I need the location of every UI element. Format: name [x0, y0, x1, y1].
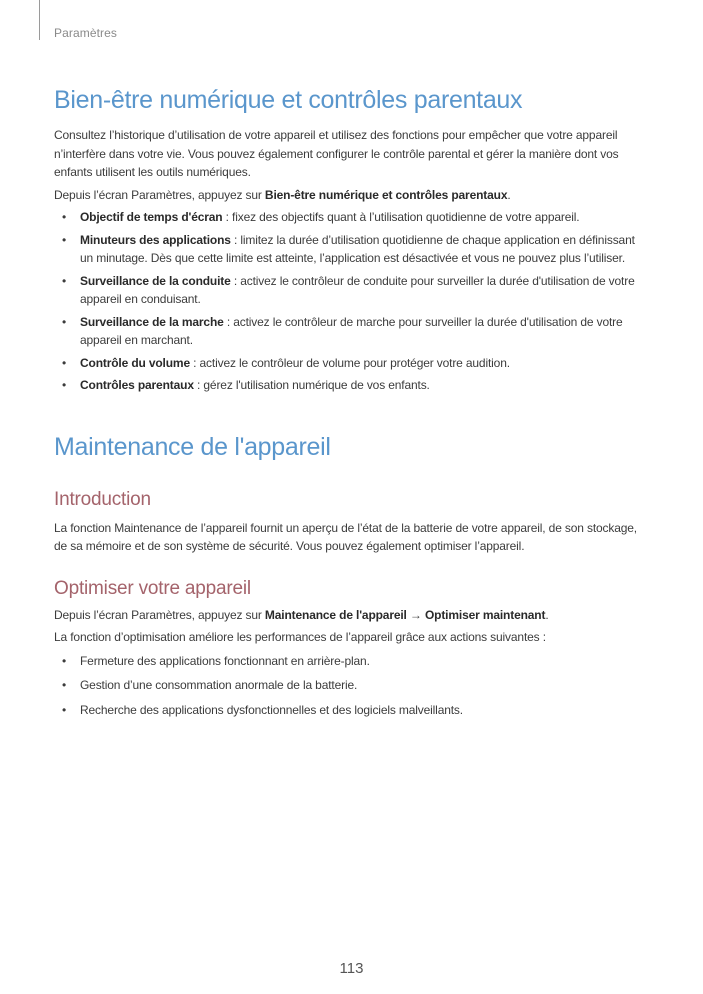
optimize-subtitle: Optimiser votre appareil: [54, 577, 251, 599]
arrow-right-icon: →: [406, 607, 425, 622]
feature-desc: : gérez l'utilisation numérique de vos enfants.: [193, 378, 430, 392]
path-prefix: Depuis l’écran Paramètres, appuyez sur: [54, 187, 265, 202]
action-text: Fermeture des applications fonctionnant en arrière-plan.: [80, 653, 370, 668]
feature-desc: : fixez des objectifs quant à l’utilisation quotidienne de votre appareil.: [222, 210, 580, 224]
feature-desc: : activez le contrôleur de volume pour protéger votre audition.: [189, 355, 510, 370]
feature-desc: : limitez la durée d’utilisation quotidienne de chaque application en définissant un minutage. Dès que cette limite est atteinte, l’application est désactivée et vous ne pouvez plus l’utiliser.: [80, 232, 635, 265]
feature-term: Objectif de temps d'écran: [80, 210, 223, 224]
bullet-icon: •: [62, 653, 67, 668]
wellbeing-intro: Consultez l’historique d’utilisation de votre appareil et utilisez des fonctions pour empêcher que votre appareil n’interfère dans votre vie. Vous pouvez également configurer le contrôle parental et gérer la manière dont vos enfants utilisent les outils numériques.: [54, 128, 619, 179]
list-item: [54, 208, 644, 227]
feature-term: Minuteurs des applications: [80, 232, 231, 247]
list-item: [54, 652, 644, 671]
path-target: Bien-être numérique et contrôles parentaux: [264, 187, 508, 202]
feature-term: Contrôles parentaux: [80, 378, 194, 392]
header-divider: [39, 0, 40, 40]
feature-desc: : activez le contrôleur de marche pour surveiller la durée d'utilisation de votre appareil en marchant.: [80, 314, 623, 347]
bullet-icon: •: [62, 378, 67, 392]
path-suffix: .: [545, 607, 549, 622]
bullet-icon: •: [62, 678, 67, 692]
feature-term: Contrôle du volume: [80, 355, 190, 370]
bullet-icon: •: [62, 314, 67, 329]
wellbeing-feature-list: [54, 208, 644, 395]
list-item: [54, 376, 644, 395]
path-target-2: Optimiser maintenant: [424, 607, 546, 622]
list-item: [54, 354, 644, 373]
page-number: 113: [339, 960, 364, 977]
path-target-1: Maintenance de l'appareil: [264, 607, 407, 622]
action-text: Recherche des applications dysfonctionnelles et des logiciels malveillants.: [80, 702, 463, 717]
feature-term: Surveillance de la conduite: [80, 273, 231, 288]
introduction-text: La fonction Maintenance de l’appareil fournit un aperçu de l’état de la batterie de votre appareil, de son stockage, de sa mémoire et de son système de sécurité. Vous pouvez également optimiser l’appareil.: [54, 520, 637, 553]
bullet-icon: •: [62, 702, 67, 717]
feature-desc: : activez le contrôleur de conduite pour surveiller la durée d'utilisation de votre appareil en conduisant.: [80, 273, 635, 306]
list-item: [54, 231, 644, 268]
maintenance-title: Maintenance de l'appareil: [54, 432, 331, 461]
path-prefix: Depuis l’écran Paramètres, appuyez sur: [54, 607, 265, 622]
path-suffix: .: [507, 187, 511, 202]
bullet-icon: •: [62, 355, 67, 370]
wellbeing-path: [54, 186, 644, 205]
list-item: [54, 272, 644, 309]
action-text: Gestion d’une consommation anormale de la batterie.: [80, 678, 358, 692]
section-header-label: Paramètres: [54, 26, 118, 40]
bullet-icon: •: [62, 273, 67, 288]
introduction-subtitle: Introduction: [54, 488, 151, 510]
bullet-icon: •: [62, 210, 67, 224]
optimize-action-list: [54, 652, 644, 720]
page-content: [54, 80, 644, 725]
list-item: [54, 676, 644, 695]
wellbeing-title: Bien-être numérique et contrôles parentaux: [54, 86, 523, 114]
list-item: [54, 313, 644, 350]
feature-term: Surveillance de la marche: [80, 314, 224, 329]
bullet-icon: •: [62, 232, 67, 247]
list-item: [54, 701, 644, 720]
optimize-path: [54, 606, 644, 625]
optimize-description: La fonction d’optimisation améliore les performances de l’appareil grâce aux actions suivantes :: [54, 630, 546, 644]
